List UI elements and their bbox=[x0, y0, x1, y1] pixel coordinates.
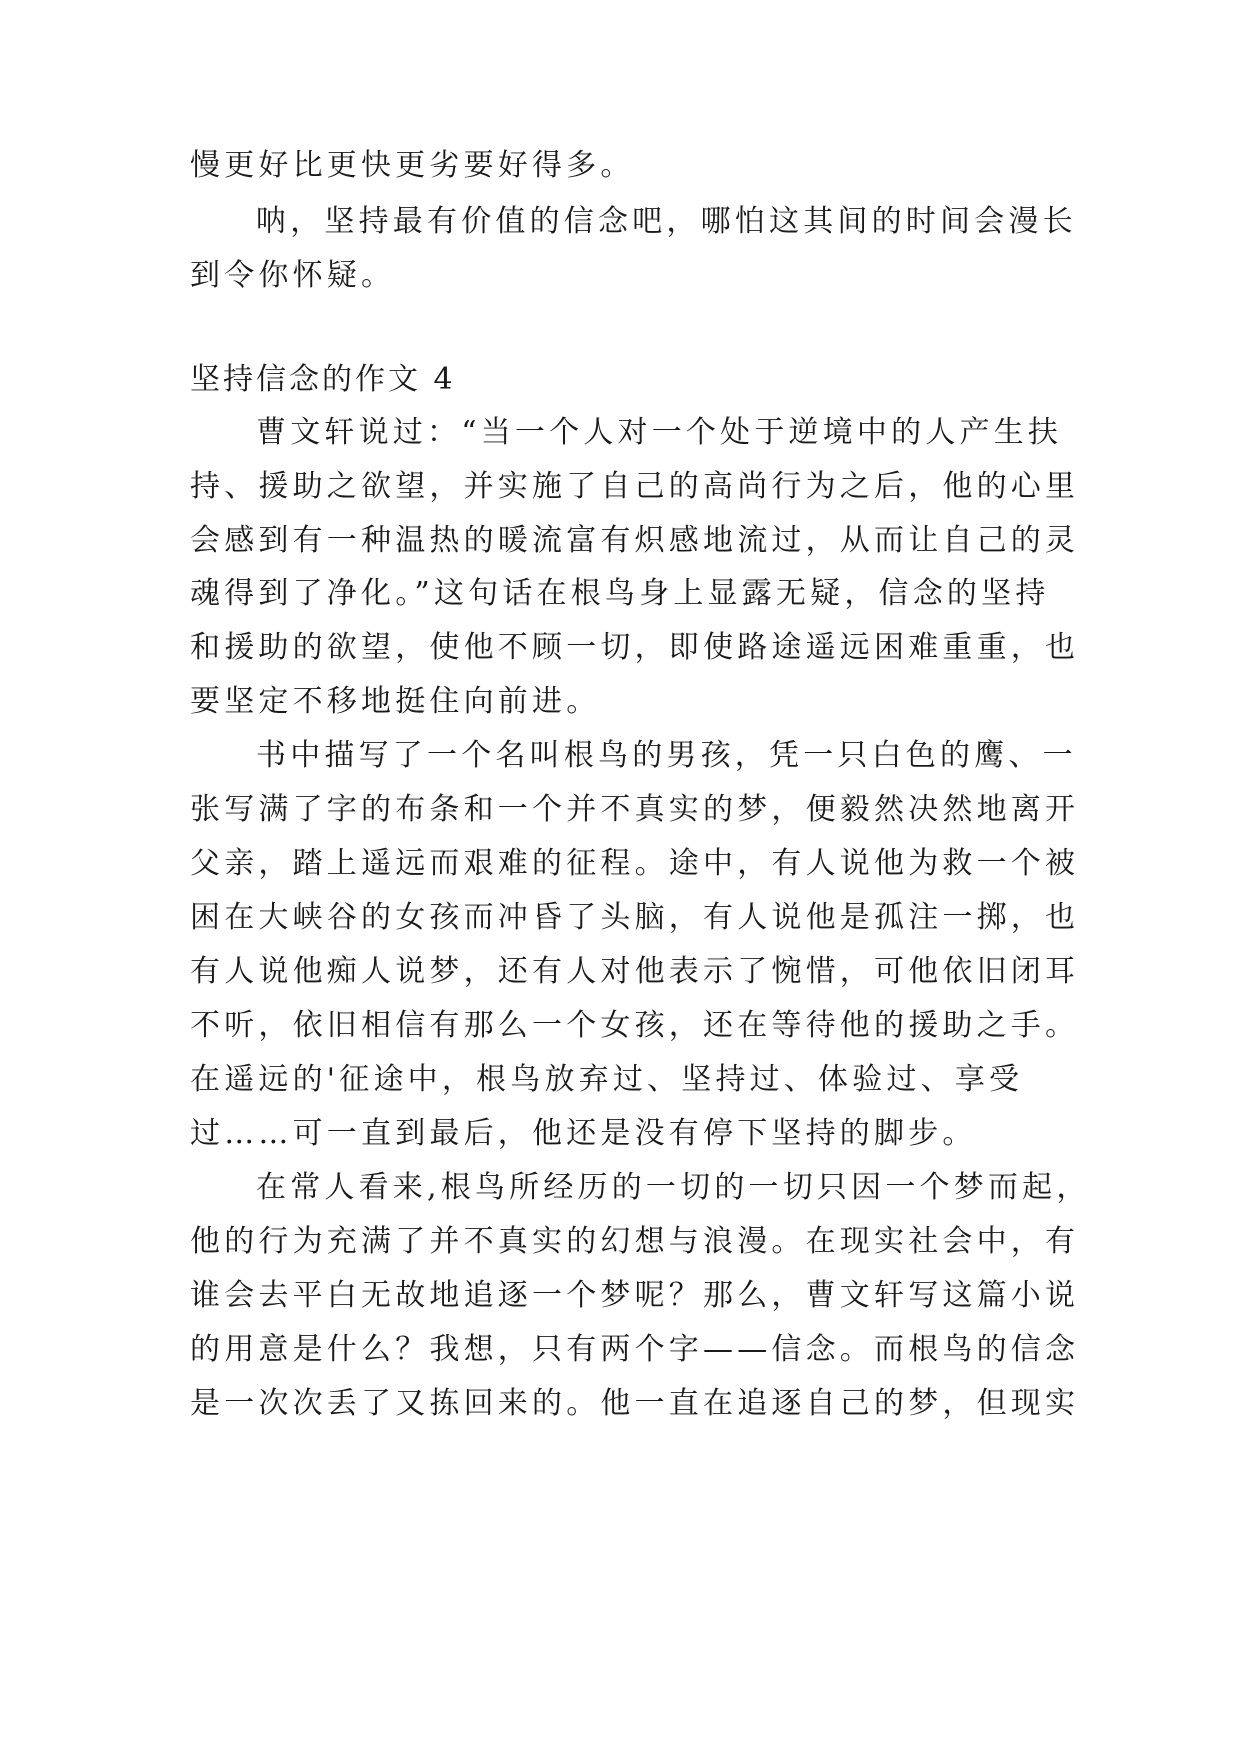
paragraph-line: 过……可一直到最后，他还是没有停下坚持的脚步。 bbox=[190, 1116, 977, 1151]
paragraph-line: 和援助的欲望，使他不顾一切，即使路途遥远困难重重，也 bbox=[190, 630, 1080, 665]
paragraph-line: 到令你怀疑。 bbox=[190, 258, 396, 293]
paragraph-line: 慢更好比更快更劣要好得多。 bbox=[190, 148, 635, 183]
paragraph-line: 在遥远的'征途中，根鸟放弃过、坚持过、体验过、享受 bbox=[190, 1062, 1024, 1097]
paragraph-line: 魂得到了净化。”这句话在根鸟身上显露无疑，信念的坚持 bbox=[190, 576, 1050, 611]
paragraph-line: 不听，依旧相信有那么一个女孩，还在等待他的援助之手。 bbox=[190, 1008, 1080, 1043]
paragraph-line: 曹文轩说过：“当一个人对一个处于逆境中的人产生扶 bbox=[256, 415, 1063, 450]
paragraph-line: 呐，坚持最有价值的信念吧，哪怕这其间的时间会漫长 bbox=[256, 204, 1077, 239]
paragraph-line: 是一次次丢了又拣回来的。他一直在追逐自己的梦，但现实 bbox=[190, 1386, 1080, 1421]
paragraph-line: 他的行为充满了并不真实的幻想与浪漫。在现实社会中，有 bbox=[190, 1224, 1080, 1259]
section-heading: 坚持信念的作文 4 bbox=[190, 362, 456, 397]
paragraph-line: 父亲，踏上遥远而艰难的征程。途中，有人说他为救一个被 bbox=[190, 846, 1080, 881]
paragraph-line: 在常人看来,根鸟所经历的一切的一切只因一个梦而起， bbox=[256, 1170, 1091, 1205]
paragraph-line: 有人说他痴人说梦，还有人对他表示了惋惜，可他依旧闭耳 bbox=[190, 954, 1080, 989]
paragraph-line: 书中描写了一个名叫根鸟的男孩，凭一只白色的鹰、一 bbox=[256, 738, 1077, 773]
paragraph-line: 要坚定不移地挺住向前进。 bbox=[190, 684, 601, 719]
paragraph-line: 的用意是什么？我想，只有两个字——信念。而根鸟的信念 bbox=[190, 1332, 1080, 1367]
paragraph-line: 谁会去平白无故地追逐一个梦呢？那么，曹文轩写这篇小说 bbox=[190, 1278, 1080, 1313]
paragraph-line: 持、援助之欲望，并实施了自己的高尚行为之后，他的心里 bbox=[190, 469, 1080, 504]
paragraph-line: 会感到有一种温热的暖流富有炽感地流过，从而让自己的灵 bbox=[190, 523, 1080, 558]
paragraph-line: 困在大峡谷的女孩而冲昏了头脑，有人说他是孤注一掷，也 bbox=[190, 900, 1080, 935]
paragraph-line: 张写满了字的布条和一个并不真实的梦，便毅然决然地离开 bbox=[190, 792, 1080, 827]
